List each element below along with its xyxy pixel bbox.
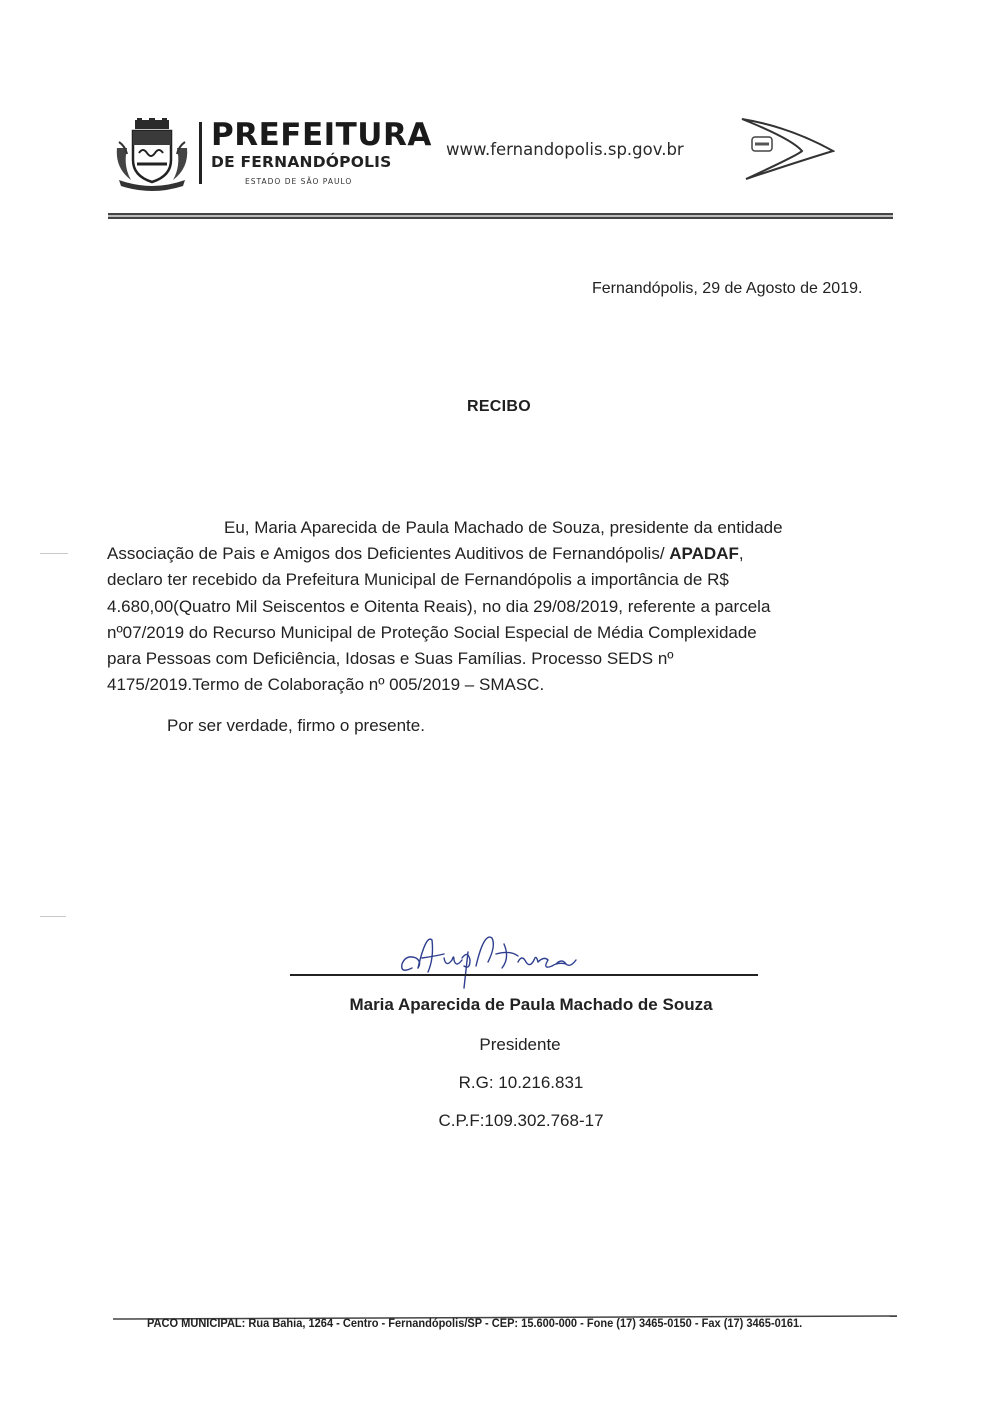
scan-mark — [40, 553, 68, 554]
brand-title: PREFEITURA — [211, 117, 432, 153]
signature-line — [290, 974, 758, 976]
paragraph-line-text: Associação de Pais e Amigos dos Deficientes Auditivos de Fernandópolis/ — [107, 544, 665, 564]
paragraph-line: 4175/2019.Termo de Colaboração nº 005/2019 – SMASC. — [107, 675, 545, 695]
city-crest-logo — [113, 118, 191, 192]
website-url: www.fernandopolis.sp.gov.br — [446, 140, 684, 159]
footer-rule — [113, 1307, 897, 1312]
paragraph-line: para Pessoas com Deficiência, Idosas e Suas Famílias. Processo SEDS nº — [107, 649, 674, 669]
paragraph-line — [107, 541, 897, 567]
signer-name: Maria Aparecida de Paula Machado de Souza — [349, 995, 713, 1014]
header-rule — [108, 207, 893, 214]
signer-cpf: C.P.F:109.302.768-17 — [438, 1111, 604, 1130]
paragraph-line: declaro ter recebido da Prefeitura Municipal de Fernandópolis a importância de R$ — [107, 570, 729, 590]
document-title: RECIBO — [466, 398, 532, 415]
signer-role: Presidente — [479, 1035, 561, 1054]
brand-subtitle: DE FERNANDÓPOLIS — [211, 153, 392, 171]
brand-state: ESTADO DE SÃO PAULO — [245, 177, 353, 186]
receipt-paragraph — [107, 515, 897, 698]
paragraph-line-trailing: , — [738, 544, 744, 564]
closing-statement: Por ser verdade, firmo o presente. — [167, 716, 425, 735]
signer-rg: R.G: 10.216.831 — [458, 1073, 584, 1092]
footer-address: PACO MUNICIPAL: Rua Bahia, 1264 - Centro - Fernandópolis/SP - CEP: 15.600-000 - Fone (17) 3465-0150 - Fax (17) 3465-0161. — [147, 1316, 803, 1330]
handwritten-signature — [392, 928, 582, 992]
arrow-emblem-logo — [740, 115, 835, 180]
paragraph-line: nº07/2019 do Recurso Municipal de Proteção Social Especial de Média Complexidade — [107, 622, 757, 642]
entity-acronym: APADAF — [669, 544, 739, 564]
date-line: Fernandópolis, 29 de Agosto de 2019. — [592, 280, 863, 297]
scan-mark — [40, 916, 66, 917]
paragraph-line: 4.680,00(Quatro Mil Seiscentos e Oitenta Reais), no dia 29/08/2019, referente a parcela — [107, 596, 771, 616]
paragraph-line: Eu, Maria Aparecida de Paula Machado de Souza, presidente da entidade — [224, 518, 783, 537]
header-divider — [199, 122, 202, 184]
